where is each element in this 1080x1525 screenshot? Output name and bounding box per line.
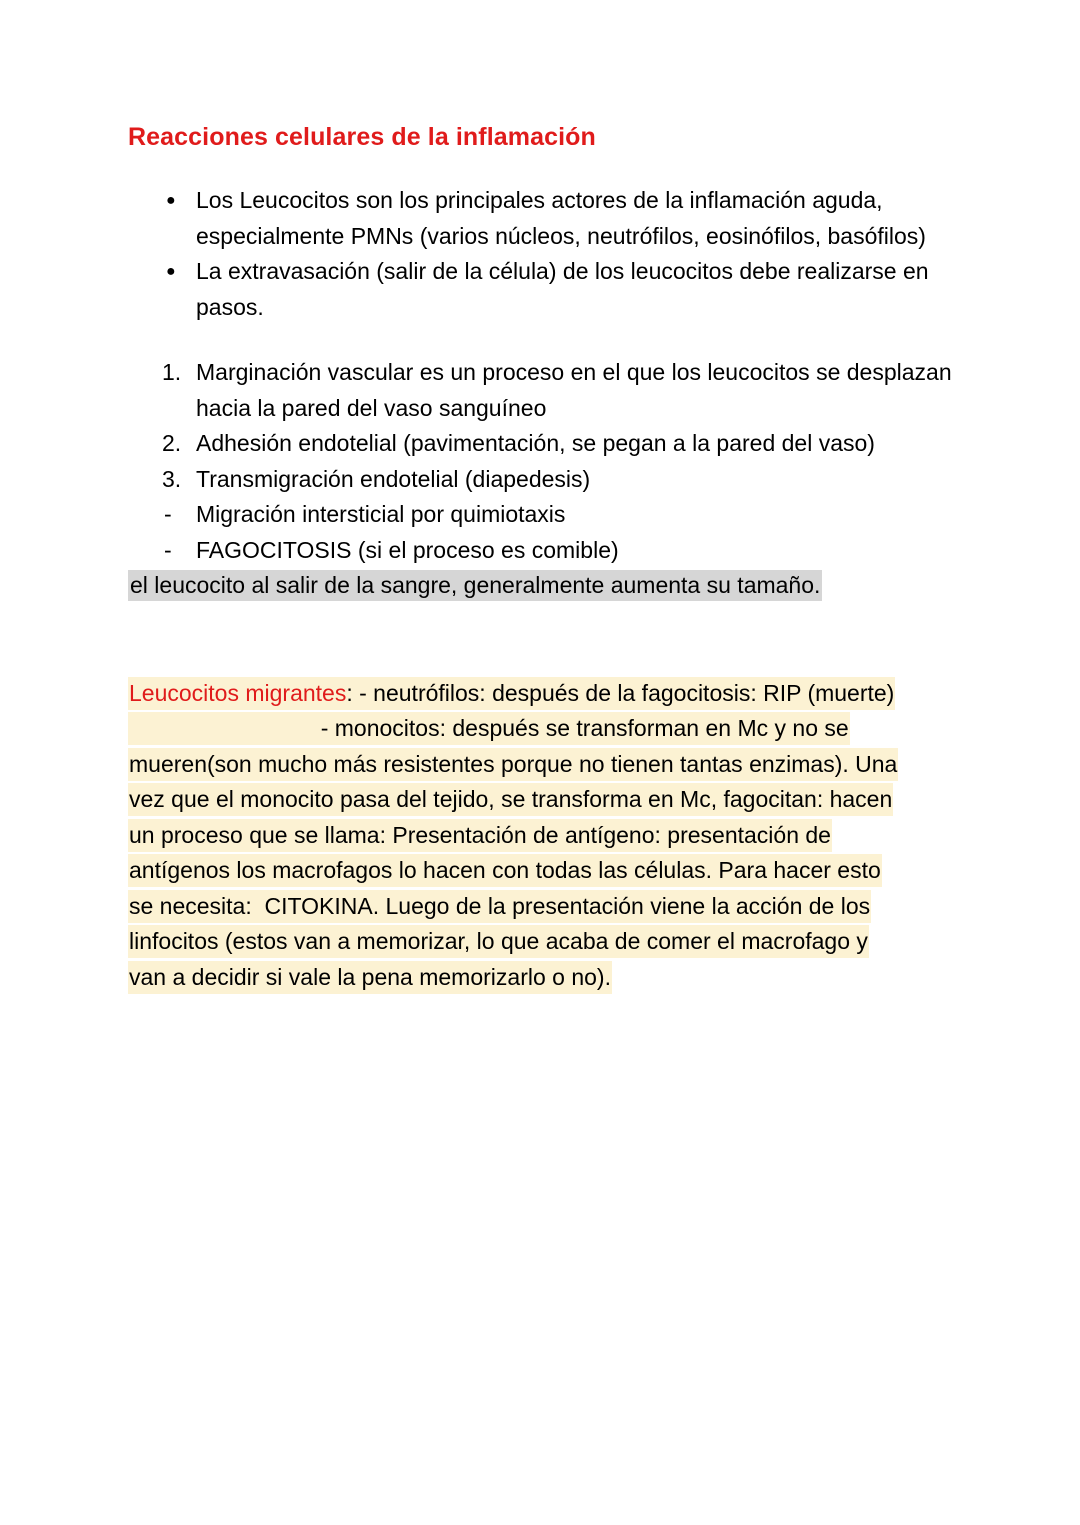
paragraph-line-text: van a decidir si vale la pena memorizarlo o no). — [128, 961, 612, 994]
paragraph-line — [128, 747, 968, 783]
leukocyte-bullet-list — [128, 183, 968, 325]
grey-highlighted-note — [128, 568, 968, 604]
document-body — [128, 122, 968, 995]
grey-highlight-text: el leucocito al salir de la sangre, generalmente aumenta su tamaño. — [128, 570, 822, 601]
migrant-leukocytes-label: Leucocitos migrantes — [129, 679, 347, 706]
list-item-text: Transmigración endotelial (diapedesis) — [196, 465, 591, 492]
list-item-text: Los Leucocitos son los principales actores de la inflamación aguda, especialmente PMNs (varios núcleos, neutrófilos, eosinófilos, basófilos) — [196, 187, 926, 249]
paragraph-line-text: linfocitos (estos van a memorizar, lo que acaba de comer el macrofago y — [128, 925, 869, 958]
paragraph-line-text: antígenos los macrofagos lo hacen con todas las células. Para hacer esto — [128, 854, 882, 887]
list-item — [128, 426, 968, 462]
paragraph-line — [128, 818, 968, 854]
list-item-text: FAGOCITOSIS (si el proceso es comible) — [196, 536, 619, 563]
yellow-highlighted-paragraph — [128, 676, 968, 996]
paragraph-line-text: un proceso que se llama: Presentación de antígeno: presentación de — [128, 819, 832, 852]
list-item — [128, 462, 968, 498]
step-number: 3. — [162, 465, 182, 492]
paragraph-line-text: vez que el monocito pasa del tejido, se transforma en Mc, fagocitan: hacen — [128, 783, 893, 816]
paragraph-line — [128, 889, 968, 925]
list-item — [128, 497, 968, 533]
list-item-text: Migración intersticial por quimiotaxis — [196, 501, 566, 528]
bullet-marker-icon: ● — [166, 192, 176, 210]
paragraph-line-text: : - neutrófilos: después de la fagocitosis: RIP (muerte) — [346, 679, 895, 706]
list-item — [128, 355, 968, 426]
list-item-text: Adhesión endotelial (pavimentación, se pegan a la pared del vaso) — [196, 430, 875, 457]
step-number: 1. — [162, 359, 182, 386]
extravasation-steps-list — [128, 355, 968, 568]
step-number: 2. — [162, 430, 182, 457]
paragraph-line — [128, 960, 968, 996]
list-item-text: Marginación vascular es un proceso en el que los leucocitos se desplazan hacia la pared del vaso sanguíneo — [196, 359, 952, 421]
list-item-text: La extravasación (salir de la célula) de los leucocitos debe realizarse en pasos. — [196, 258, 929, 320]
paragraph-line — [128, 782, 968, 818]
paragraph-line — [128, 676, 968, 712]
page-title: Reacciones celulares de la inflamación — [128, 123, 596, 151]
paragraph-line-text: mueren(son mucho más resistentes porque no tienen tantas enzimas). Una — [128, 748, 898, 781]
paragraph-line-text: se necesita: CITOKINA. Luego de la presentación viene la acción de los — [128, 890, 871, 923]
list-item — [128, 183, 968, 254]
paragraph-line — [128, 924, 968, 960]
paragraph-line-text: - monocitos: después se transforman en Mc y no se — [128, 712, 850, 745]
dash-marker-icon: - — [164, 501, 172, 528]
list-item — [128, 533, 968, 569]
list-item — [128, 254, 968, 325]
bullet-marker-icon: ● — [166, 263, 176, 281]
paragraph-line — [128, 853, 968, 889]
dash-marker-icon: - — [164, 536, 172, 563]
paragraph-line — [128, 711, 968, 747]
